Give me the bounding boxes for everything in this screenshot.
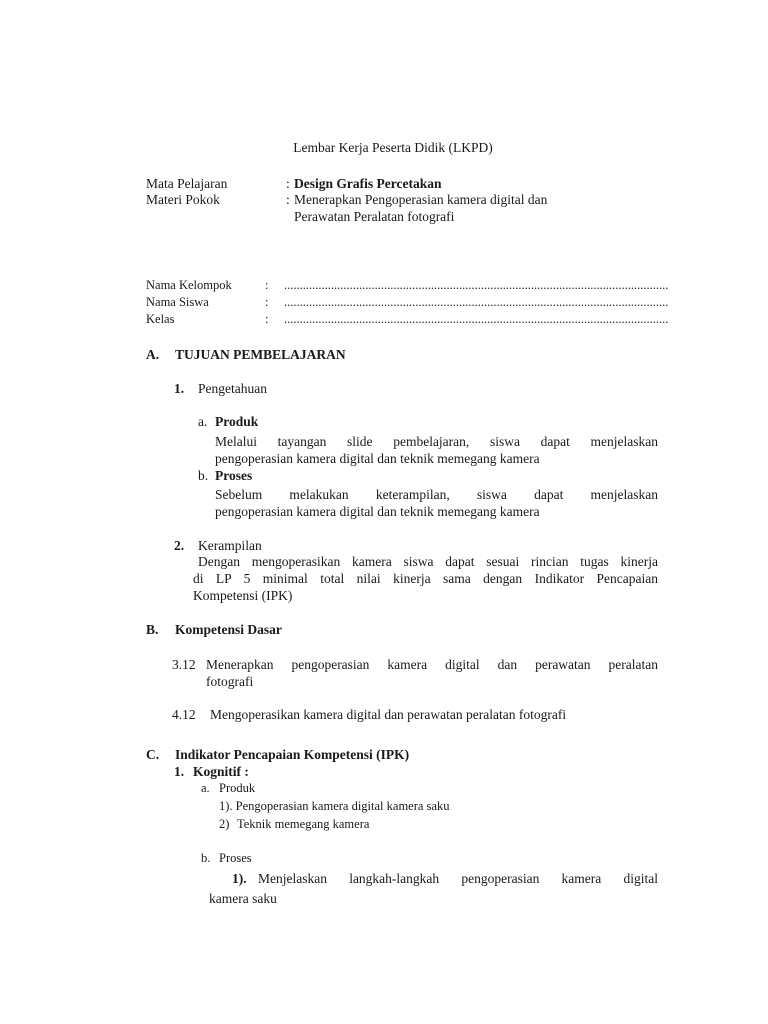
ipk-proses-title: Proses	[219, 851, 252, 865]
kelas-colon: :	[265, 312, 269, 326]
kd2-number: 4.12	[172, 707, 196, 722]
materi-value-line1: Menerapkan Pengoperasian kamera digital dan	[294, 192, 548, 207]
kelas-field[interactable]: ...........................................................................................................................	[284, 312, 669, 326]
section-c-letter: C.	[146, 747, 160, 762]
section-a-letter: A.	[146, 347, 160, 362]
kerampilan-text-line2: di LP 5 minimal total nilai kinerja sama dengan Indikator Pencapaian	[193, 571, 658, 586]
kerampilan-text-line1: Dengan mengoperasikan kamera siswa dapat sesuai rincian tugas kinerja	[198, 554, 658, 569]
ipk-proses-letter: b.	[201, 851, 211, 865]
proses-text-line2: pengoperasian kamera digital dan teknik memegang kamera	[215, 504, 540, 519]
mapel-colon: :	[286, 176, 290, 191]
section-b-letter: B.	[146, 622, 159, 637]
ipk-produk-letter: a.	[201, 781, 210, 795]
nama-siswa-colon: :	[265, 295, 269, 309]
produk-text-line1: Melalui tayangan slide pembelajaran, siswa dapat menjelaskan	[215, 434, 658, 449]
mapel-label: Mata Pelajaran	[146, 176, 228, 191]
section-a-item1-number: 1.	[174, 381, 185, 396]
ipk-produk-item2-number: 2)	[219, 817, 230, 831]
document-title: Lembar Kerja Peserta Didik (LKPD)	[293, 140, 493, 155]
kognitif-number: 1.	[174, 764, 185, 779]
produk-title: Produk	[215, 414, 259, 429]
ipk-produk-title: Produk	[219, 781, 256, 795]
produk-text-line2: pengoperasian kamera digital dan teknik memegang kamera	[215, 451, 540, 466]
nama-kelompok-field[interactable]: ...........................................................................................................................	[284, 278, 669, 292]
kd1-text-line2: fotografi	[206, 674, 254, 689]
nama-siswa-label: Nama Siswa	[146, 295, 209, 309]
materi-value-line2: Perawatan Peralatan fotografi	[294, 209, 455, 224]
kd1-text-line1: Menerapkan pengoperasian kamera digital dan perawatan peralatan	[206, 657, 658, 672]
kognitif-title: Kognitif :	[193, 764, 249, 779]
proses-text-line1: Sebelum melakukan keterampilan, siswa dapat menjelaskan	[215, 487, 658, 502]
section-a-title: TUJUAN PEMBELAJARAN	[175, 347, 346, 362]
ipk-proses-item1-line1: Menjelaskan langkah-langkah pengoperasian kamera digital	[258, 871, 658, 886]
kd1-number: 3.12	[172, 657, 196, 672]
produk-letter: a.	[198, 414, 208, 429]
section-c-title: Indikator Pencapaian Kompetensi (IPK)	[175, 747, 410, 762]
nama-kelompok-label: Nama Kelompok	[146, 278, 232, 292]
proses-title: Proses	[215, 468, 253, 483]
kerampilan-text-line3: Kompetensi (IPK)	[193, 588, 293, 603]
materi-label: Materi Pokok	[146, 192, 220, 207]
section-a-item2-number: 2.	[174, 538, 185, 553]
section-a-item2-title: Kerampilan	[198, 538, 262, 553]
ipk-produk-item1: 1). Pengoperasian kamera digital kamera saku	[219, 799, 450, 813]
section-b-title: Kompetensi Dasar	[175, 622, 282, 637]
nama-siswa-field[interactable]: ...........................................................................................................................	[284, 295, 669, 309]
materi-colon: :	[286, 192, 290, 207]
proses-letter: b.	[198, 468, 209, 483]
kelas-label: Kelas	[146, 312, 175, 326]
section-a-item1-title: Pengetahuan	[198, 381, 267, 396]
nama-kelompok-colon: :	[265, 278, 269, 292]
ipk-proses-item1-number: 1).	[232, 871, 247, 886]
kd2-text: Mengoperasikan kamera digital dan perawatan peralatan fotografi	[210, 707, 567, 722]
ipk-produk-item2: Teknik memegang kamera	[237, 817, 370, 831]
ipk-proses-item1-line2: kamera saku	[209, 891, 277, 906]
mapel-value: Design Grafis Percetakan	[294, 176, 442, 191]
